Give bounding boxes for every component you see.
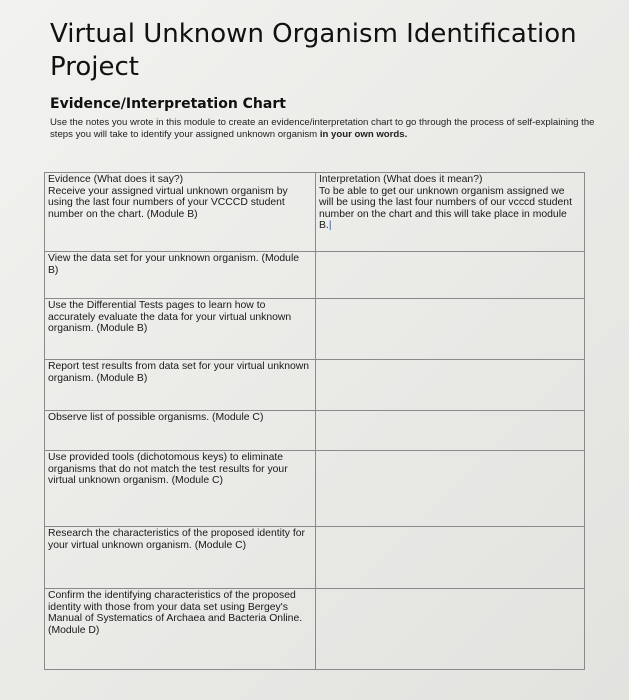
interpretation-cell[interactable] (316, 451, 585, 527)
evidence-cell[interactable] (45, 451, 316, 527)
instructions (50, 117, 595, 141)
chart-subtitle: Evidence/Interpretation Chart (50, 96, 286, 112)
evidence-cell[interactable] (45, 411, 316, 451)
evidence-cell[interactable] (45, 589, 316, 670)
evidence-text: Observe list of possible organisms. (Module C) (48, 412, 264, 423)
table-row (45, 173, 585, 252)
evidence-cell[interactable] (45, 527, 316, 589)
evidence-cell[interactable] (45, 173, 316, 252)
interpretation-cell[interactable] (316, 299, 585, 360)
instructions-text: Use the notes you wrote in this module to create an evidence/interpretation chart to go through the process of self-explaining the steps you will take to identify your assigned unknown organism (50, 117, 595, 140)
evidence-interpretation-table (44, 172, 585, 670)
table-row (45, 589, 585, 670)
table-row (45, 360, 585, 411)
interpretation-cell[interactable] (316, 173, 585, 252)
evidence-text: Receive your assigned virtual unknown organism by using the last four numbers of your VCCCD student number on the chart. (Module B) (48, 185, 288, 220)
interpretation-cell[interactable] (316, 589, 585, 670)
evidence-text: View the data set for your unknown organism. (Module B) (48, 253, 300, 276)
instructions-emphasis: in your own words. (319, 129, 408, 140)
table-row (45, 451, 585, 527)
evidence-cell[interactable] (45, 252, 316, 299)
table-row (45, 252, 585, 299)
interpretation-cell[interactable] (316, 360, 585, 411)
text-cursor-icon: | (328, 220, 332, 231)
interpretation-header: Interpretation (What does it mean?) (319, 174, 483, 185)
interpretation-cell[interactable] (316, 411, 585, 451)
interpretation-cell[interactable] (316, 252, 585, 299)
evidence-text: Use provided tools (dichotomous keys) to eliminate organisms that do not match the test results for your virtual unknown organism. (Module C) (48, 452, 288, 486)
table-row (45, 527, 585, 589)
table-row (45, 299, 585, 360)
evidence-text: Use the Differential Tests pages to learn how to accurately evaluate the data for your virtual unknown organism. (Module B) (48, 300, 292, 334)
evidence-text: Report test results from data set for your virtual unknown organism. (Module B) (48, 361, 310, 384)
evidence-text: Confirm the identifying characteristics of the proposed identity with those from your data set using Bergey's Manual of Systematics of Archaea and Bacteria Online. (Module D) (48, 590, 303, 636)
evidence-header: Evidence (What does it say?) (48, 174, 184, 185)
interpretation-cell[interactable] (316, 527, 585, 589)
evidence-cell[interactable] (45, 360, 316, 411)
page-title: Virtual Unknown Organism Identification Project (50, 19, 577, 82)
evidence-cell[interactable] (45, 299, 316, 360)
evidence-text: Research the characteristics of the proposed identity for your virtual unknown organism. (Module C) (48, 528, 306, 551)
interpretation-text: To be able to get our unknown organism assigned we will be using the last four numbers of our vcccd student number on the chart and this will take place in module B. (319, 185, 572, 231)
table-row (45, 411, 585, 451)
